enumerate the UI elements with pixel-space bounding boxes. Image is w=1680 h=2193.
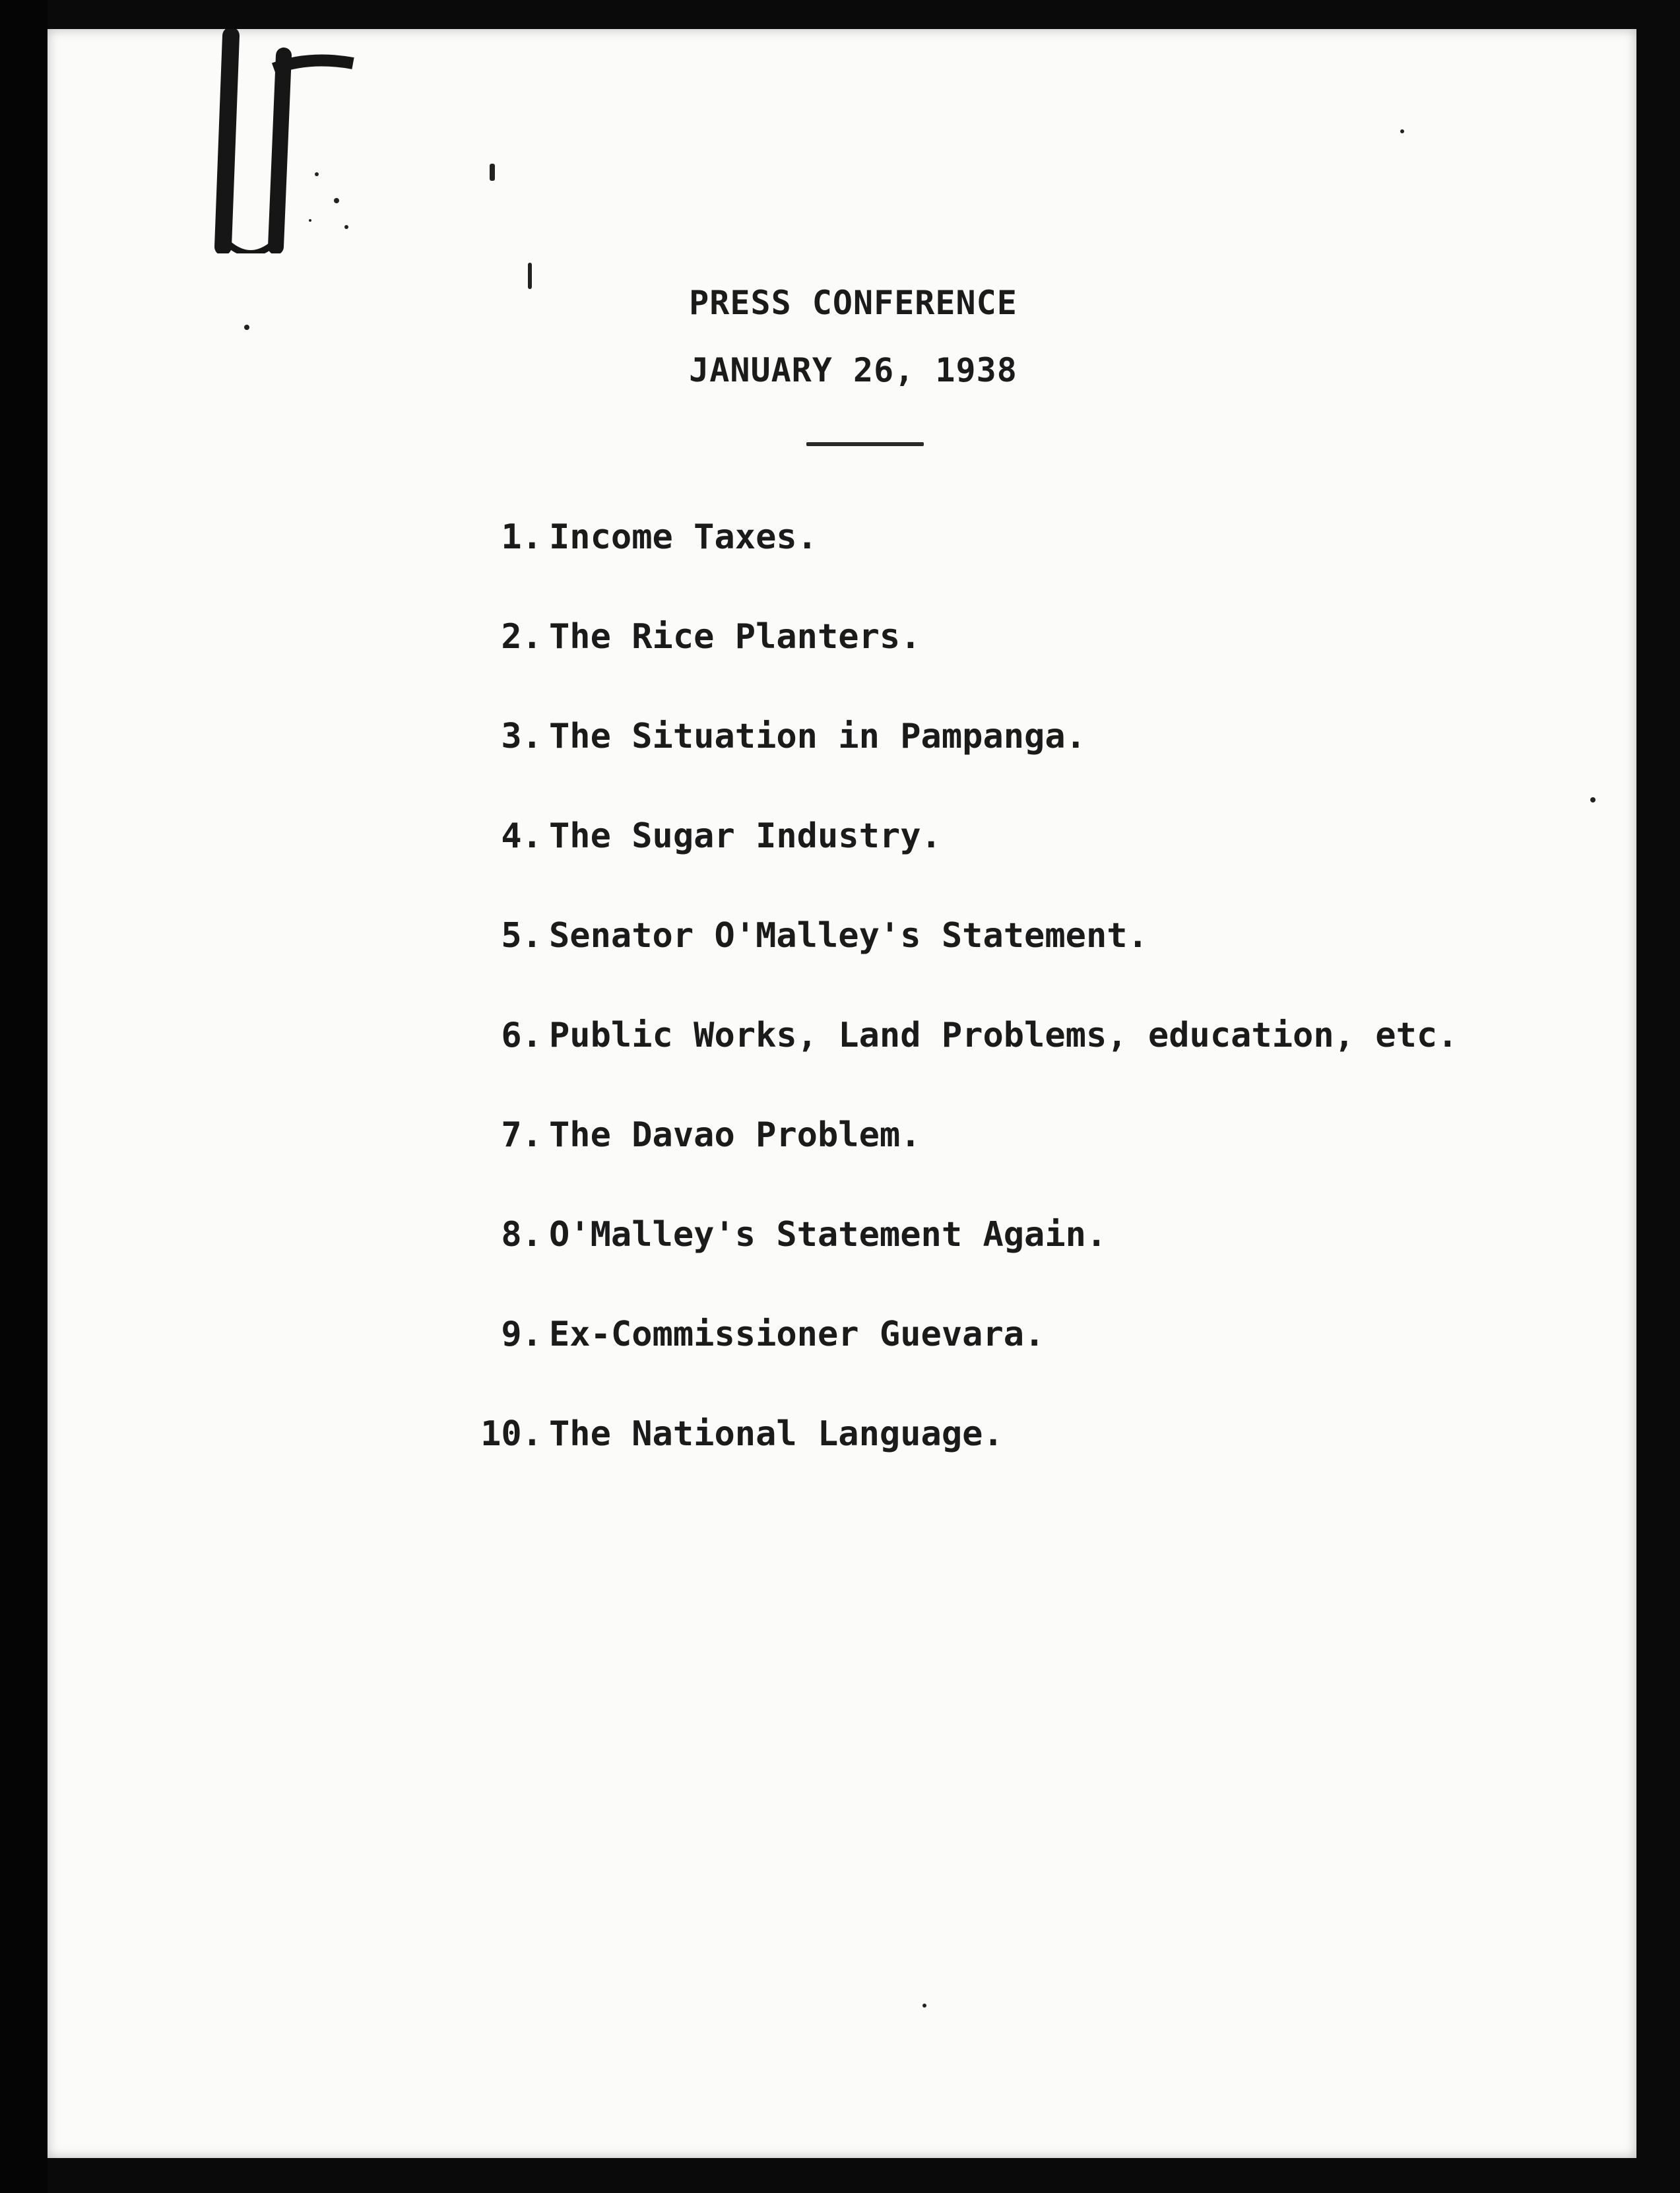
- topic-list: [449, 517, 1458, 1514]
- topic-text: Income Taxes.: [549, 517, 818, 557]
- topic-number: 10.: [480, 1414, 542, 1454]
- topic-number: 2.: [501, 617, 542, 657]
- topic-item: [449, 1414, 1458, 1514]
- topic-text: The Sugar Industry.: [549, 816, 942, 856]
- topic-number: 7.: [501, 1115, 542, 1155]
- topic-item: [449, 1215, 1458, 1315]
- topic-text: The Davao Problem.: [549, 1115, 921, 1155]
- topic-item: [449, 1115, 1458, 1215]
- topic-text: Senator O'Malley's Statement.: [549, 916, 1148, 956]
- topic-number: 9.: [501, 1315, 542, 1354]
- topic-text: The Rice Planters.: [549, 617, 921, 657]
- document-date: JANUARY 26, 1938: [689, 351, 1018, 389]
- topic-text: The Situation in Pampanga.: [549, 717, 1086, 756]
- document-title: PRESS CONFERENCE: [689, 284, 1018, 322]
- topic-item: [449, 1016, 1458, 1115]
- topic-text: Public Works, Land Problems, education, etc.: [549, 1016, 1458, 1055]
- topic-number: 8.: [501, 1215, 542, 1255]
- topic-item: [449, 816, 1458, 916]
- topic-text: The National Language.: [549, 1414, 1004, 1454]
- topic-item: [449, 717, 1458, 816]
- topic-item: [449, 617, 1458, 717]
- topic-number: 6.: [501, 1016, 542, 1055]
- topic-item: [449, 1315, 1458, 1414]
- topic-text: O'Malley's Statement Again.: [549, 1215, 1107, 1255]
- topic-number: 1.: [501, 517, 542, 557]
- topic-item: [449, 916, 1458, 1016]
- topic-number: 3.: [501, 717, 542, 756]
- topic-number: 5.: [501, 916, 542, 956]
- topic-item: [449, 517, 1458, 617]
- topic-number: 4.: [501, 816, 542, 856]
- title-underline: [806, 442, 924, 446]
- topic-text: Ex-Commissioner Guevara.: [549, 1315, 1045, 1354]
